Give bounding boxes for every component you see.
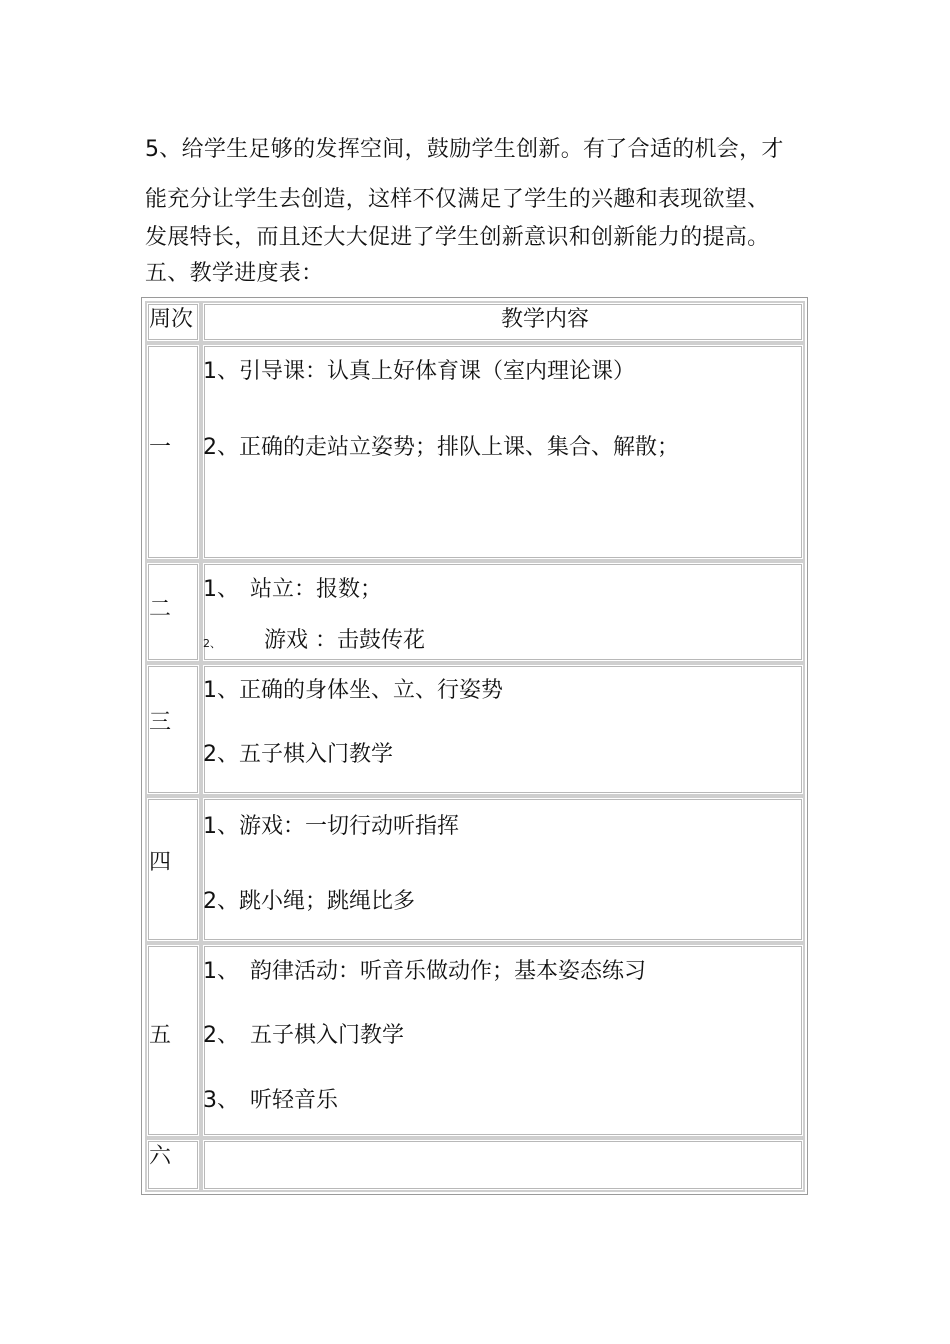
table-row-2-week <box>145 561 201 663</box>
week-label: 二 <box>149 597 172 622</box>
header-week-label: 周次 <box>149 307 194 332</box>
table-row-4-week <box>145 796 201 943</box>
table-row-6-content <box>201 1138 805 1192</box>
week-label: 六 <box>149 1144 172 1169</box>
content-item: 1、引导课：认真上好体育课（室内理论课） <box>203 359 635 384</box>
table-row-6-week <box>145 1138 201 1192</box>
header-content-label: 教学内容 <box>501 307 590 332</box>
content-item: 1、正确的身体坐、立、行姿势 <box>203 678 503 703</box>
table-row-5-content <box>201 943 805 1138</box>
schedule-table <box>141 297 808 1195</box>
content-item: 3、 听轻音乐 <box>203 1088 338 1113</box>
paragraph-line: 发展特长，而且还大大促进了学生创新意识和创新能力的提高。 <box>145 225 770 250</box>
content-item: 2、 五子棋入门教学 <box>203 1023 404 1048</box>
content-item: 2、跳小绳；跳绳比多 <box>203 889 415 914</box>
table-row-1-content <box>201 343 805 561</box>
week-label: 四 <box>149 850 172 875</box>
week-label: 一 <box>149 435 172 460</box>
table-row-3-content <box>201 663 805 796</box>
table-row-2-content <box>201 561 805 663</box>
content-item: 1、游戏：一切行动听指挥 <box>203 814 459 839</box>
content-item: 1、 韵律活动：听音乐做动作；基本姿态练习 <box>203 959 646 984</box>
section-heading: 五、教学进度表： <box>145 261 324 286</box>
header-cell-content <box>201 301 805 343</box>
table-row-3-week <box>145 663 201 796</box>
content-item: 2、正确的走站立姿势；排队上课、集合、解散； <box>203 435 679 460</box>
paragraph-line: 能充分让学生去创造，这样不仅满足了学生的兴趣和表现欲望、 <box>145 187 770 212</box>
content-item-text: 游戏 ：击鼓传花 <box>264 628 425 653</box>
table-row-5-week <box>145 943 201 1138</box>
paragraph-line: 5、给学生足够的发挥空间，鼓励学生创新。有了合适的机会，才 <box>145 137 784 162</box>
header-cell-week <box>145 301 201 343</box>
content-item-number: 2、 <box>203 637 221 650</box>
week-label: 五 <box>149 1023 172 1048</box>
table-row-4-content <box>201 796 805 943</box>
table-row-1-week <box>145 343 201 561</box>
content-item: 2、五子棋入门教学 <box>203 742 393 767</box>
content-item <box>203 626 425 659</box>
week-label: 三 <box>149 710 172 735</box>
content-item: 1、 站立：报数； <box>203 577 382 602</box>
